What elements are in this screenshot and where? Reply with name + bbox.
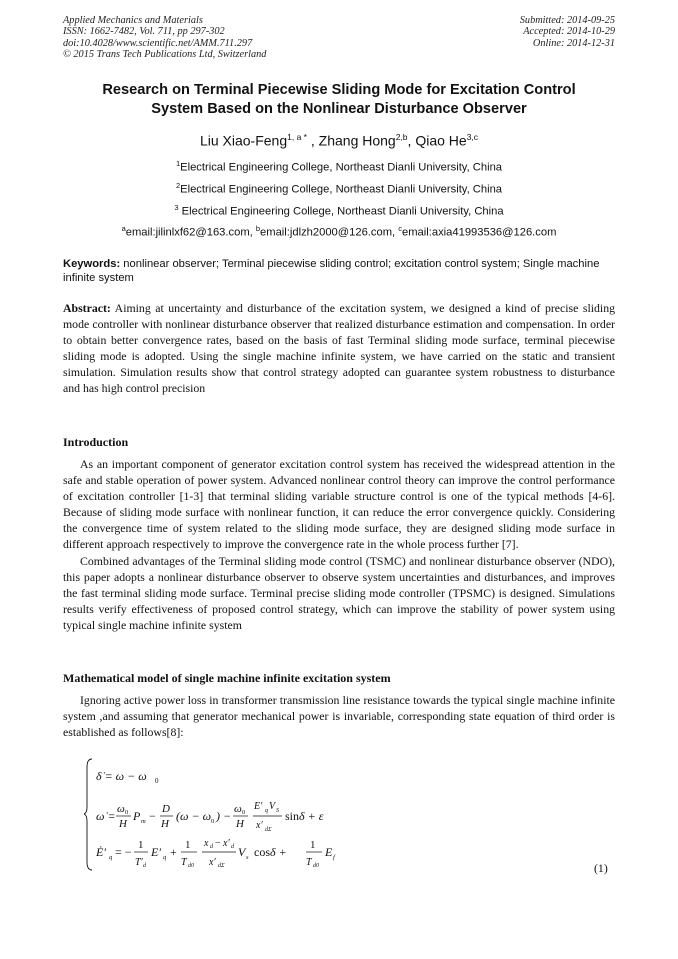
author-emails (60, 222, 618, 240)
svg-text:V: V (269, 801, 276, 812)
author-name: Liu Xiao-Feng (199, 132, 288, 149)
svg-text:−: − (149, 809, 156, 823)
affiliation-sup: 3 (174, 203, 179, 212)
svg-text:d0: d0 (313, 863, 319, 869)
state-equation (84, 757, 384, 872)
title-line-1: Research on Terminal Piecewise Sliding Mode for Excitation Control (102, 82, 576, 98)
author-name: Qiao He (415, 132, 467, 149)
svg-text:ω̇ =: ω̇ = (96, 809, 116, 823)
keywords-text: nonlinear observer; Terminal piecewise sliding control; excitation control system; Single machine infinite system (63, 258, 600, 284)
author-list (60, 128, 618, 150)
copyright-line: © 2015 Trans Tech Publications Ltd, Switzerland (63, 48, 267, 60)
svg-text:D: D (162, 803, 170, 815)
introduction-body (63, 456, 615, 633)
svg-text:P: P (133, 809, 141, 823)
svg-text:sinδ + ε: sinδ + ε (285, 809, 324, 823)
svg-text:0: 0 (211, 818, 215, 825)
svg-text:cosδ +: cosδ + (254, 845, 287, 859)
issn-line: ISSN: 1662-7482, Vol. 711, pp 297-302 (63, 26, 225, 38)
keywords (63, 257, 615, 285)
svg-text:x′: x′ (223, 838, 230, 849)
author-sup: 3,c (466, 132, 479, 142)
svg-text:E′: E′ (254, 801, 263, 812)
author-sup: 2,b (395, 132, 408, 142)
svg-text:ω: ω (234, 803, 242, 815)
svg-text:m: m (141, 818, 146, 825)
svg-text:ω: ω (117, 803, 125, 815)
affiliation-text: Electrical Engineering College, Northeast Dianli University, China (180, 183, 503, 196)
svg-text:H: H (236, 818, 244, 830)
affiliation-sup: 1 (175, 159, 181, 168)
svg-text:T′: T′ (135, 857, 143, 868)
svg-text:1: 1 (310, 839, 316, 851)
svg-text:T: T (181, 857, 187, 868)
email-text: email:axia41993536@126.com (402, 226, 557, 239)
journal-header-right (520, 15, 615, 49)
abstract-label: Abstract: (63, 301, 111, 315)
online-date: Online: 2014-12-31 (532, 37, 615, 49)
introduction-paragraph-2: Combined advantages of the Terminal sliding mode control (TSMC) and nonlinear disturbance observer (NDO), this paper adopts a nonlinear disturbance observer to observe system uncertainties and disturbances, and improves the fast terminal sliding mode surface. Terminal precise sliding mode controller (TPSMC) is designed. Simulations results verify effectiveness of proposed control strategy, which can improve the stability of power system using typical single machine infinite system (63, 553, 615, 632)
journal-name: Applied Mechanics and Materials (63, 15, 203, 26)
author-name: Zhang Hong (318, 132, 396, 149)
affiliation-3 (60, 201, 618, 219)
author-separator: , (407, 132, 416, 149)
title-line-2: System Based on the Nonlinear Disturbance Observer (151, 100, 527, 117)
journal-header-left (63, 15, 266, 60)
svg-text:S: S (276, 808, 279, 814)
equation-number: (1) (594, 861, 608, 875)
svg-text:0: 0 (242, 809, 246, 816)
svg-text:E′: E′ (151, 845, 161, 859)
svg-text:H: H (119, 818, 127, 830)
keywords-label: Keywords: (63, 258, 121, 270)
author-sup: 1, a * (287, 132, 307, 142)
section-heading-model: Mathematical model of single machine infinite excitation system (63, 671, 391, 685)
paper-title (60, 81, 618, 118)
svg-text:Ė′: Ė′ (96, 845, 106, 859)
svg-text:q: q (265, 808, 268, 814)
svg-text:x′: x′ (209, 857, 216, 868)
email-sup: c (398, 224, 403, 233)
abstract-text: Aiming at uncertainty and disturbance of the excitation system, we designed a kind of precise sliding mode controller with nonlinear disturbance observer that realized disturbance estimation and compensation. In order to obtain better convergence rates, based on the basis of fast Terminal sliding mode surface, terminal piecewise sliding mode is adopted. Using the single machine infinite system, we have carried on the static and transient simulation. Simulation results show that control strategy adopted can guarantee system robustness to disturbance and has high control precision (63, 301, 615, 396)
submitted-date: Submitted: 2014-09-25 (519, 15, 615, 26)
affiliation-sup: 2 (175, 181, 181, 190)
svg-text:x′: x′ (256, 820, 263, 831)
svg-text:f: f (333, 854, 335, 861)
email-text: email:jdlzh2000@126.com, (260, 226, 399, 239)
email-sup: b (255, 224, 261, 233)
author-separator: , (306, 132, 319, 149)
model-paragraph-1: Ignoring active power loss in transformer transmission line resistance towards the typical single machine infinite system ,and assuming that generator mechanical power is invariable, corresponding state equation of third order is established as follows[8]: (63, 693, 615, 740)
svg-text:d: d (231, 844, 234, 850)
svg-text:) −: ) − (216, 809, 232, 823)
svg-text:d: d (210, 844, 213, 850)
svg-text:q: q (163, 854, 167, 861)
svg-text:+: + (170, 845, 177, 859)
svg-text:T: T (306, 857, 312, 868)
affiliation-2 (60, 179, 618, 197)
svg-text:1: 1 (138, 839, 144, 851)
email-text: email:jilinlxf62@163.com, (125, 226, 256, 239)
introduction-paragraph-1: As an important component of generator excitation control system has received the widespread attention in the safe and stable operation of power system. Advanced nonlinear control theory can improve the control performance of excitation controller [1-3] that terminal sliding variable structure control is one of the typical methods [4-6]. Because of sliding mode surface with nonlinear function, it can reduce the error convergence quickly. Considering the convergence time of system related to the sliding mode surface, they are designed sliding mode surface in different approach respectively to improve the convergence rate in the whole process further [7]. (63, 457, 615, 552)
affiliation-text: Electrical Engineering College, Northeast Dianli University, China (178, 205, 504, 218)
svg-text:d: d (143, 863, 146, 869)
svg-text:d0: d0 (188, 863, 194, 869)
svg-text:V: V (238, 845, 246, 859)
email-sup: a (121, 224, 126, 233)
svg-text:dΣ: dΣ (218, 863, 225, 869)
svg-text:(ω − ω: (ω − ω (176, 809, 212, 823)
svg-text:1: 1 (185, 839, 191, 851)
svg-text:dΣ: dΣ (265, 827, 272, 833)
doi-line: doi:10.4028/www.scientific.net/AMM.711.297 (63, 37, 253, 49)
section-heading-introduction: Introduction (63, 435, 129, 449)
svg-text:q: q (109, 854, 113, 861)
model-body (63, 692, 615, 740)
svg-text:s: s (246, 854, 249, 861)
svg-text:0: 0 (125, 809, 129, 816)
svg-text:= −: = − (115, 845, 132, 859)
svg-text:0: 0 (155, 777, 159, 785)
svg-text:x: x (204, 838, 209, 849)
svg-text:−: − (215, 838, 221, 849)
abstract (63, 300, 615, 397)
svg-text:E: E (325, 845, 333, 859)
svg-text:H: H (161, 818, 169, 830)
affiliation-text: Electrical Engineering College, Northeast Dianli University, China (180, 161, 503, 174)
accepted-date: Accepted: 2014-10-29 (523, 26, 615, 38)
svg-text:δ̇ = ω − ω: δ̇ = ω − ω (96, 769, 147, 783)
affiliation-1 (60, 157, 618, 175)
